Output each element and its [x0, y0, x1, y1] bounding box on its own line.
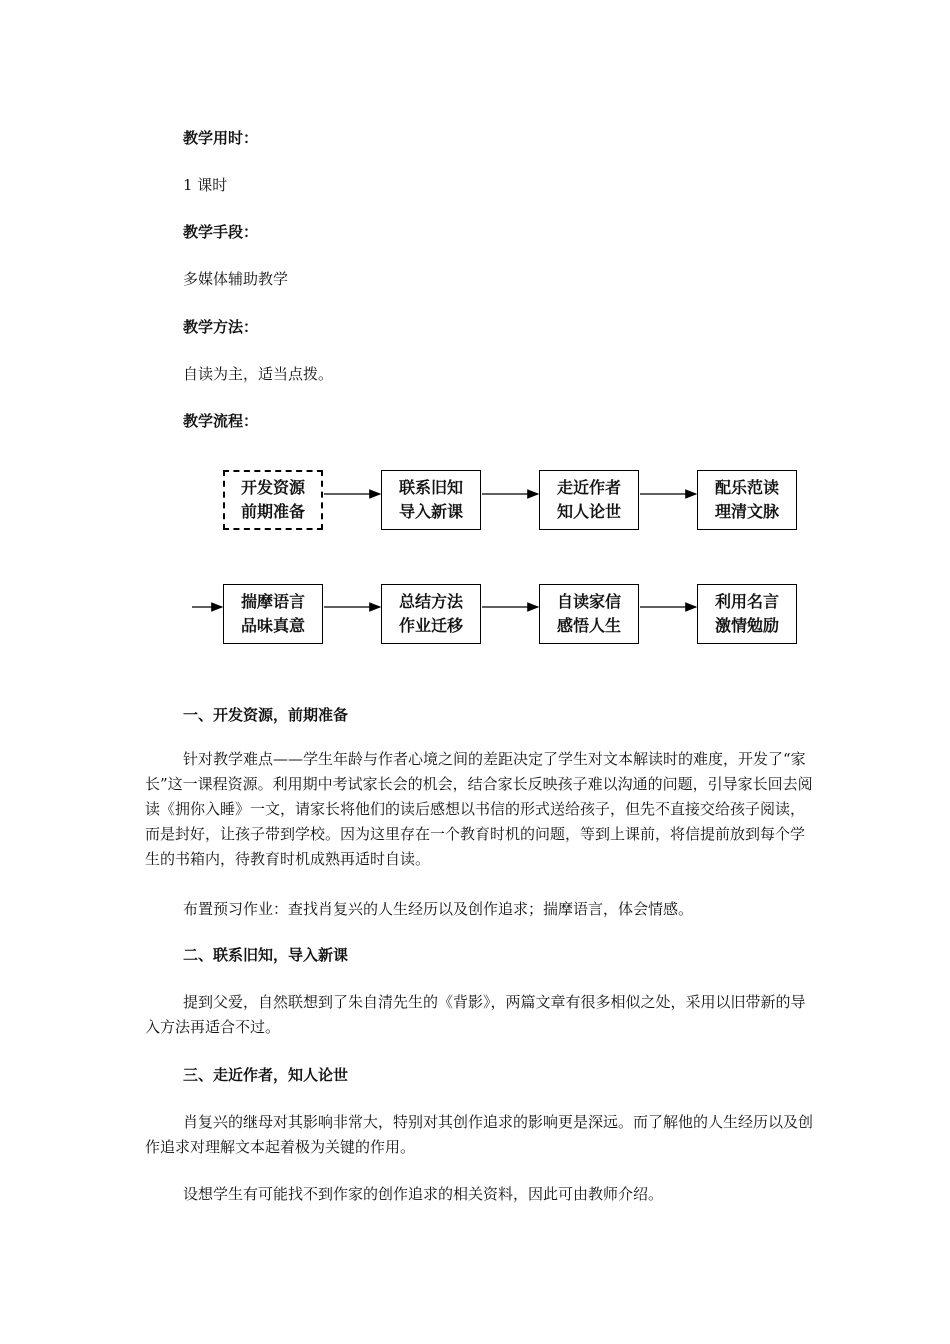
flow-step-6: [381, 584, 481, 644]
flow-step-4-line1: 配乐范读: [714, 478, 779, 497]
flow-step-2-line1: 联系旧知: [398, 478, 463, 497]
flow-step-6-line1: 总结方法: [398, 592, 463, 611]
flow-step-1-line2: 前期准备: [240, 502, 305, 521]
flow-step-3-line2: 知人论世: [556, 502, 621, 521]
flow-step-4-line2: 理清文脉: [714, 502, 779, 521]
section-3-paragraph-1: 肖复兴的继母对其影响非常大，特别对其创作追求的影响更是深远。而了解他的人生经历以及创作追求对理解文本起着极为关键的作用。: [145, 1113, 814, 1156]
section-1-paragraph-2: 布置预习作业：查找肖复兴的人生经历以及创作追求；揣摩语言，体会情感。: [183, 900, 694, 918]
flow-step-5-line1: 揣摩语言: [240, 592, 305, 611]
section-1-heading: 一、开发资源，前期准备: [183, 706, 349, 724]
section-2-paragraph-1: 提到父爱，自然联想到了朱自清先生的《背影》，两篇文章有很多相似之处，采用以旧带新的导入方法再适合不过。: [145, 993, 806, 1036]
flow-step-4: [697, 470, 797, 530]
flow-step-7-line1: 自读家信: [556, 592, 621, 611]
flow-step-2-line2: 导入新课: [398, 502, 463, 521]
flow-step-3-line1: 走近作者: [556, 478, 621, 497]
method-heading: 教学方法：: [183, 318, 259, 336]
flow-heading: 教学流程：: [183, 412, 259, 430]
flow-step-5: [223, 584, 323, 644]
flow-step-3: [539, 470, 639, 530]
flow-step-8: [697, 584, 797, 644]
section-1-paragraph-1: 针对教学难点——学生年龄与作者心境之间的差距决定了学生对文本解读时的难度，开发了“家长”这一课程资源。利用期中考试家长会的机会，结合家长反映孩子难以沟通的问题，引导家长回去阅读《拥你入睡》一文，请家长将他们的读后感想以书信的形式送给孩子，但先不直接交给孩子阅读，而是封好，让孩子带到学校。因为这里存在一个教育时机的问题，等到上课前，将信提前放到每个学生的书箱内，待教育时机成熟再适时自读。: [145, 750, 813, 868]
flow-step-5-line2: 品味真意: [240, 616, 305, 635]
flow-step-2: [381, 470, 481, 530]
section-2-heading: 二、联系旧知，导入新课: [183, 946, 349, 964]
flow-step-7: [539, 584, 639, 644]
flow-step-8-line1: 利用名言: [714, 592, 779, 611]
section-3-paragraph-2: 设想学生有可能找不到作家的创作追求的相关资料，因此可由教师介绍。: [183, 1185, 664, 1203]
flow-step-1: [223, 470, 323, 530]
flow-step-1-line1: 开发资源: [240, 478, 305, 497]
flow-step-7-line2: 感悟人生: [556, 616, 621, 635]
means-value: 多媒体辅助教学: [183, 270, 289, 288]
time-value: 1 课时: [183, 176, 228, 194]
flow-step-6-line2: 作业迁移: [398, 616, 463, 635]
flow-step-8-line2: 激情勉励: [714, 616, 779, 635]
method-value: 自读为主，适当点拨。: [183, 365, 334, 383]
section-3-heading: 三、走近作者，知人论世: [183, 1066, 349, 1084]
means-heading: 教学手段：: [183, 223, 259, 241]
time-heading: 教学用时：: [183, 129, 259, 147]
